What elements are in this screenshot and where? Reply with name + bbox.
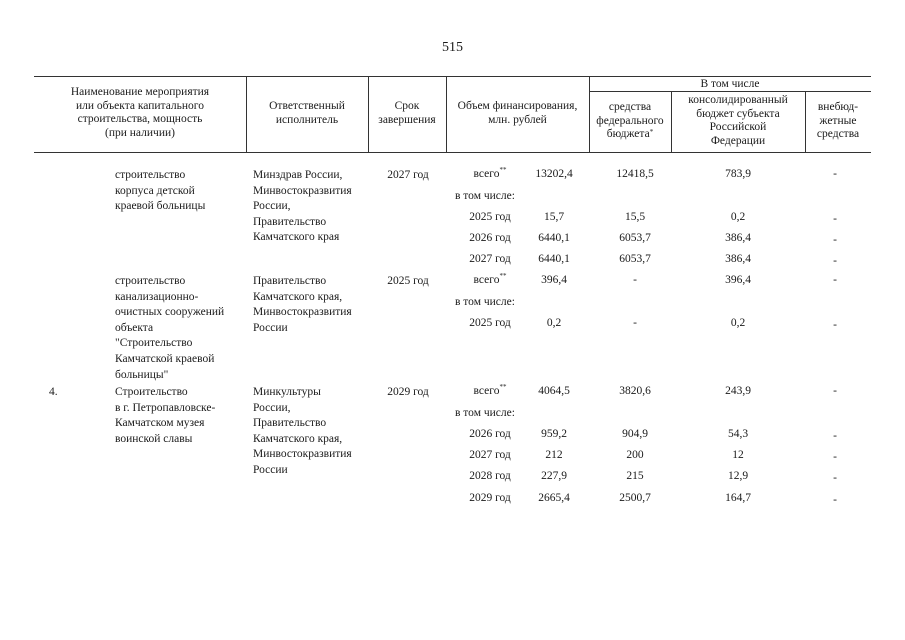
- header-line: Ответственный: [269, 100, 345, 112]
- entry-name-line: воинской славы: [115, 432, 193, 445]
- year-federal: 2500,7: [619, 491, 651, 504]
- year-consolidated: 12: [732, 448, 744, 461]
- year-extra: -: [833, 318, 837, 331]
- header-line: исполнитель: [275, 113, 339, 126]
- year-label: 2028 год: [469, 470, 511, 483]
- responsible-line: Минздрав России,: [253, 169, 343, 181]
- year-volume: 212: [545, 448, 563, 461]
- entry-name-line: Камчатской краевой: [115, 353, 215, 365]
- total-label: [455, 274, 525, 286]
- year-consolidated: 386,4: [725, 231, 751, 244]
- header-volume: [446, 100, 589, 127]
- header-bottom-rule: [34, 152, 871, 153]
- year-consolidated: 54,3: [727, 427, 749, 440]
- year-extra: -: [833, 472, 837, 485]
- header-line: строительства, мощность: [77, 113, 203, 125]
- entry-name-line: канализационно-: [115, 290, 199, 303]
- year-extra: -: [833, 255, 837, 268]
- year-federal: 6053,7: [619, 253, 651, 266]
- year-federal: 200: [626, 448, 644, 461]
- year-volume: 15,7: [543, 210, 565, 223]
- entry-name-line: Камчатском музея: [115, 417, 205, 430]
- total-consolidated: 243,9: [725, 385, 751, 397]
- year-extra: -: [833, 493, 837, 506]
- total-extra: -: [833, 385, 837, 397]
- responsible-line: России,: [253, 200, 291, 213]
- year-label: 2025 год: [469, 316, 511, 329]
- header-line: жетные: [819, 114, 857, 127]
- total-federal: -: [633, 274, 637, 286]
- header-line: федерального: [596, 114, 664, 127]
- entry-number: 4.: [49, 386, 58, 398]
- entry-name-line: больницы": [115, 368, 169, 381]
- year-volume: 227,9: [541, 470, 567, 483]
- year-label: 2025 год: [469, 210, 511, 223]
- year-label: 2027 год: [469, 448, 511, 461]
- header-line: (при наличии): [105, 126, 175, 139]
- total-label: [455, 168, 525, 180]
- header-line: бюджета*: [606, 128, 654, 140]
- year-consolidated: 0,2: [730, 210, 746, 223]
- total-consolidated: 783,9: [725, 168, 751, 180]
- year-volume: 0,2: [546, 316, 562, 329]
- entry-name-line: строительство: [115, 169, 186, 181]
- including-label: в том числе:: [455, 296, 515, 309]
- entry-name-line: "Строительство: [115, 337, 193, 350]
- header-line: средства: [608, 101, 652, 113]
- footnote-mark: *: [649, 128, 654, 136]
- year-extra: -: [833, 429, 837, 442]
- entry-name-line: Строительство: [115, 386, 188, 398]
- entry-name-line: краевой больницы: [115, 200, 206, 213]
- header-extrabudget: [805, 101, 871, 142]
- responsible-line: Камчатского края,: [253, 290, 343, 303]
- year-consolidated: 164,7: [725, 491, 751, 504]
- total-volume: 396,4: [541, 274, 567, 286]
- year-federal: 6053,7: [619, 231, 651, 244]
- year-extra: -: [833, 212, 837, 225]
- header-line: Федерации: [710, 134, 766, 147]
- deadline: 2027 год: [387, 169, 429, 181]
- responsible-line: Камчатского края: [253, 231, 340, 244]
- year-label: 2026 год: [469, 427, 511, 440]
- responsible-line: Правительство: [253, 275, 327, 287]
- year-label: 2026 год: [469, 231, 511, 244]
- total-volume: 4064,5: [538, 385, 570, 397]
- total-label-text: всего: [473, 385, 500, 397]
- total-federal: 12418,5: [616, 168, 654, 180]
- year-federal: 904,9: [622, 427, 648, 440]
- header-line: или объекта капитального: [76, 99, 204, 112]
- deadline: 2025 год: [387, 275, 429, 287]
- responsible-line: России,: [253, 401, 291, 414]
- year-consolidated: 0,2: [730, 316, 746, 329]
- including-label: в том числе:: [455, 407, 515, 420]
- year-volume: 6440,1: [538, 231, 570, 244]
- total-volume: 13202,4: [535, 168, 573, 180]
- total-label-text: всего: [473, 168, 500, 180]
- header-responsible: [246, 100, 368, 127]
- responsible-line: России: [253, 464, 288, 476]
- year-volume: 2665,4: [538, 491, 570, 504]
- header-line: Российской: [709, 121, 767, 133]
- year-label: 2029 год: [469, 491, 511, 504]
- header-line: завершения: [378, 113, 436, 126]
- year-federal: 215: [626, 470, 644, 483]
- table-top-rule: [34, 76, 871, 77]
- total-federal: 3820,6: [619, 385, 651, 397]
- header-deadline: [368, 100, 446, 127]
- responsible-line: Минвостокразвития: [253, 448, 352, 461]
- responsible-line: Минкультуры: [253, 386, 321, 398]
- responsible-line: Правительство: [253, 215, 327, 228]
- responsible-line: Правительство: [253, 417, 327, 430]
- header-line: млн. рублей: [488, 113, 547, 126]
- footnote-mark: **: [499, 166, 507, 174]
- header-in-that-number: В том числе: [700, 78, 760, 90]
- year-extra: -: [833, 233, 837, 246]
- total-label: [455, 385, 525, 397]
- header-line: Объем финансирования,: [457, 100, 578, 112]
- year-label: 2027 год: [469, 253, 511, 266]
- total-extra: -: [833, 168, 837, 180]
- header-name: [34, 86, 246, 140]
- responsible-line: Минвостокразвития: [253, 306, 352, 319]
- deadline: 2029 год: [387, 386, 429, 398]
- responsible-line: Камчатского края,: [253, 432, 343, 445]
- header-federal: [589, 101, 671, 142]
- entry-name-line: объекта: [115, 321, 154, 334]
- year-consolidated: 12,9: [727, 470, 749, 483]
- including-label: в том числе:: [455, 190, 515, 203]
- entry-name-line: корпуса детской: [115, 184, 195, 197]
- year-volume: 959,2: [541, 427, 567, 440]
- year-federal: -: [633, 316, 637, 329]
- header-consolidated: [671, 94, 805, 148]
- total-extra: -: [833, 274, 837, 286]
- header-line: внебюд-: [817, 101, 859, 113]
- footnote-mark: **: [499, 272, 507, 280]
- year-federal: 15,5: [624, 210, 646, 223]
- entry-name-line: в г. Петропавловске-: [115, 401, 216, 414]
- total-label-text: всего: [473, 274, 500, 286]
- entry-name-line: очистных сооружений: [115, 306, 225, 319]
- responsible-line: Минвостокразвития: [253, 184, 352, 197]
- footnote-mark: **: [499, 383, 507, 391]
- year-extra: -: [833, 450, 837, 463]
- header-line: бюджет субъекта: [696, 107, 780, 120]
- header-line: консолидированный: [688, 94, 788, 106]
- year-volume: 6440,1: [538, 253, 570, 266]
- total-consolidated: 396,4: [725, 274, 751, 286]
- responsible-line: России: [253, 321, 288, 334]
- header-line: Наименование мероприятия: [70, 86, 210, 98]
- entry-name-line: строительство: [115, 275, 186, 287]
- header-line: Срок: [394, 100, 420, 112]
- page-number: 515: [442, 40, 463, 55]
- year-consolidated: 386,4: [725, 253, 751, 266]
- header-line: средства: [816, 128, 860, 140]
